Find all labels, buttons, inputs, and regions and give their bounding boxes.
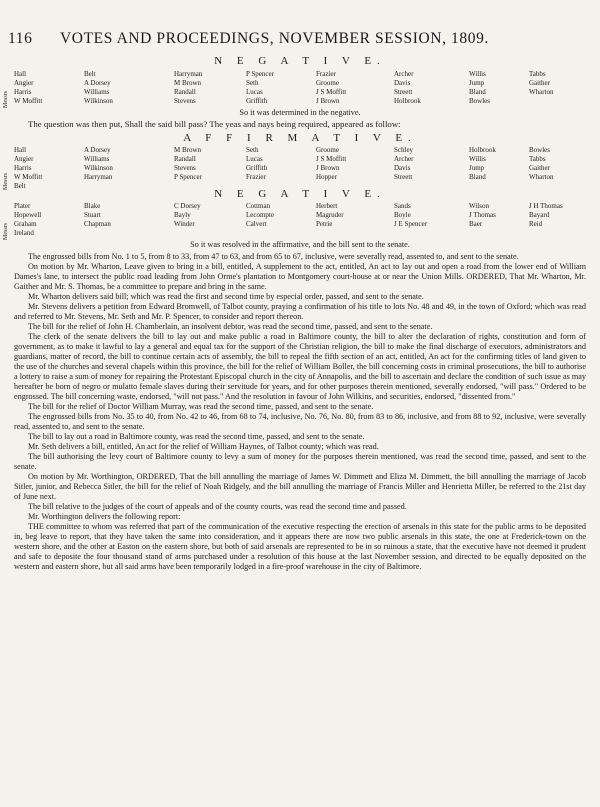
member-name: Tabbs bbox=[529, 155, 546, 163]
paragraph: On motion by Mr. Worthington, ORDERED, That the bill annulling the marriage of James W. Dimmett and Eliza M. Dimmett, the bill annulling the marriage of Jacob Sitler, junior, and Rebecca Sitler, the bill for the relief of Noah Ridgely, and the bill annulling the marriage of Francis Miller and Henrietta Miller, be referred to the 21st day of June next. bbox=[14, 472, 586, 501]
member-name: W Moffitt bbox=[14, 97, 43, 105]
member-name: Hall bbox=[14, 70, 27, 78]
member-name: Herbert bbox=[316, 202, 338, 210]
member-name: M Brown bbox=[174, 79, 202, 87]
member-name: Harryman bbox=[84, 173, 113, 181]
member-name: Cottman bbox=[246, 202, 271, 210]
member-name: Randall bbox=[174, 88, 196, 96]
paragraph: The engrossed bills from No. 1 to 5, from 8 to 33, from 47 to 63, and from 65 to 67, inclusive, were severally read, assented to, and sent to the senate. bbox=[28, 252, 519, 261]
member-name: Chapman bbox=[84, 220, 111, 228]
member-name: Hall bbox=[14, 146, 27, 154]
paragraph: The engrossed bills from No. 35 to 40, from No. 42 to 46, from 68 to 74, inclusive, No. 76, No. 80, from 83 to 86, inclusive, and from 88 to 92, inclusive, were severally read, assented to, and sent to the senate. bbox=[14, 412, 586, 431]
member-name: J Brown bbox=[316, 97, 340, 105]
member-name: Griffith bbox=[246, 164, 268, 172]
paragraph: The bill for the relief of John H. Chamberlain, an insolvent debtor, was read the second time, passed, and sent to the senate. bbox=[28, 322, 433, 331]
paragraph: The bill authorising the levy court of Baltimore county to levy a sum of money for the purposes therein mentioned, was read the second time, passed, and sent to the senate. bbox=[14, 452, 586, 471]
member-name: Archer bbox=[394, 155, 414, 163]
member-name: Gaither bbox=[529, 79, 550, 87]
member-name: Schley bbox=[394, 146, 414, 154]
member-name: Holbrook bbox=[394, 97, 421, 105]
member-name: P Spencer bbox=[246, 70, 274, 78]
member-name: J Brown bbox=[316, 164, 340, 172]
member-name: Holbrook bbox=[469, 146, 496, 154]
paragraph: Mr. Stevens delivers a petition from Edward Bromwell, of Talbot county, praying a confirmation of his title to lots No. 48 and 49, in the town of Oxford; which was read and referred to Mr. Stevens, Mr. Seth and Mr. P. Spencer, to consider and report thereon. bbox=[14, 302, 586, 321]
member-name: Hopper bbox=[316, 173, 337, 181]
paragraph: The clerk of the senate delivers the bill to lay out and make public a road in Baltimore county, the bill to alter the declaration of rights, constitution and form of government, as to make it lawful to lay a general and equal tax for the support of the Christian religion, the bill to make the final discharge of executors, administrators and guardians, matter of record, the bill to continue certain acts of assembly, the bill to repeal the fifth section of an act, entitled, An act for the confirming titles of land given to the use of the churches and several chapels within this province, the bill for the relief of William Boller, the bill concerning costs in criminal prosecutions, the bill to authorise a lottery to raise a sum of money for repairing the Protestant Episcopal church in the city of Annapolis, and the bill to ascertain and declare the condition of such issue as may hereafter be born of negro or mulatto female slaves during their servitude for years, and for other purposes therein mentioned, severally endorsed, "will pass." Ordered to be engrossed. The bill concerning waste, endorsed, "will not pass." And the resolution in favour of John Wilkins, and securities, endorsed, "dissented from." bbox=[14, 332, 586, 401]
member-name: Jump bbox=[469, 164, 485, 172]
member-name: Willis bbox=[469, 70, 486, 78]
member-name: Harryman bbox=[174, 70, 203, 78]
member-name: Bayard bbox=[529, 211, 550, 219]
member-name: P Spencer bbox=[174, 173, 202, 181]
member-name: Bayly bbox=[174, 211, 191, 219]
negative-result: So it was determined in the negative. bbox=[239, 108, 361, 117]
member-name: Harris bbox=[14, 164, 32, 172]
committee-report: THE committee to whom was referred that part of the communication of the executive respecting the erection of arsenals in this state for the public arms to be deposited in, beg leave to report, that they have taken the same into consideration, and it appears there are now two public arsenals in this state, the one at Frederick-town on the western shore, and the other at Easton on the eastern shore, but both of said arsenals are represented to be in so ruinous a state, that the executive have not deemed it prudent and safe to deposite the four thousand stand of arms purchased under a resolution of this house at the last November session, and directed to be equally deposited on the western and eastern shore, but all said arms have been temporarily lodged in a fire-proof warehouse in the city of Baltimore. bbox=[14, 522, 586, 571]
member-name: Jump bbox=[469, 79, 485, 87]
member-name: Stevens bbox=[174, 97, 196, 105]
page-header bbox=[8, 30, 583, 48]
member-name: Boyle bbox=[394, 211, 411, 219]
member-name: J S Moffitt bbox=[316, 88, 347, 96]
negative-heading-2: N E G A T I V E. bbox=[214, 188, 386, 200]
member-name: Graham bbox=[14, 220, 37, 228]
affirmative-result: So it was resolved in the affirmative, and the bill sent to the senate. bbox=[190, 240, 410, 249]
member-name: Harris bbox=[14, 88, 32, 96]
member-name: Bowles bbox=[529, 146, 550, 154]
messrs-label-3: Messrs bbox=[3, 222, 9, 240]
member-name: Stuart bbox=[84, 211, 101, 219]
member-name: J S Moffitt bbox=[316, 155, 347, 163]
messrs-label-1: Messrs bbox=[3, 90, 9, 108]
member-name: Tabbs bbox=[529, 70, 546, 78]
member-name: Bowles bbox=[469, 97, 490, 105]
paragraph: On motion by Mr. Wharton, Leave given to bring in a bill, entitled, A supplement to the act, entitled, An act to lay out and open a road from the lower end of William Dames's lane, to intersect the public road leading from John Orme's plantation to Montgomery court-house at or near the Union Mills. ORDERED, That Mr. Wharton, Mr. Gaither and Mr. S. Thomas, be a committee to prepare and bring in the same. bbox=[14, 262, 586, 291]
member-name: Stevens bbox=[174, 164, 196, 172]
member-name: Lucas bbox=[246, 88, 263, 96]
affirmative-heading: A F F I R M A T I V E. bbox=[183, 132, 417, 144]
question-line: The question was then put, Shall the said bill pass? The yeas and nays being required, appeared as follow: bbox=[28, 119, 401, 129]
member-name: Blake bbox=[84, 202, 101, 210]
member-name: Wharton bbox=[529, 173, 554, 181]
member-name: Gaither bbox=[529, 164, 550, 172]
page-number: 116 bbox=[8, 30, 33, 47]
paragraph: Mr. Seth delivers a bill, entitled, An act for the relief of William Haynes, of Talbot county; which was read. bbox=[28, 442, 379, 451]
member-name: Frazier bbox=[316, 70, 336, 78]
member-name: Lecompte bbox=[246, 211, 274, 219]
member-name: Angier bbox=[14, 155, 34, 163]
paragraph: The bill relative to the judges of the court of appeals and of the county courts, was read the second time and passed. bbox=[28, 502, 407, 511]
member-name: Streett bbox=[394, 173, 413, 181]
member-name: Bland bbox=[469, 173, 486, 181]
member-name: Davis bbox=[394, 164, 411, 172]
paragraph: Mr. Wharton delivers said bill; which was read the first and second time by especial order, passed, and sent to the senate. bbox=[28, 292, 424, 301]
member-name: Baer bbox=[469, 220, 483, 228]
member-name: Wilkinson bbox=[84, 164, 113, 172]
member-name: Frazier bbox=[246, 173, 266, 181]
member-name: Seth bbox=[246, 79, 259, 87]
member-name: Archer bbox=[394, 70, 414, 78]
member-name: Wharton bbox=[529, 88, 554, 96]
member-name: Belt bbox=[84, 70, 96, 78]
member-name: Angier bbox=[14, 79, 34, 87]
paragraph: Mr. Worthington delivers the following report: bbox=[28, 512, 181, 521]
member-name: Bland bbox=[469, 88, 486, 96]
member-name: Willis bbox=[469, 155, 486, 163]
member-name: Hopewell bbox=[14, 211, 42, 219]
member-name: Williams bbox=[84, 155, 110, 163]
member-name: Griffith bbox=[246, 97, 268, 105]
member-name: Calvert bbox=[246, 220, 267, 228]
member-name: Randall bbox=[174, 155, 196, 163]
paragraph: The bill for the relief of Doctor William Murray, was read the second time, passed, and sent to the senate. bbox=[28, 402, 374, 411]
member-name: Reid bbox=[529, 220, 543, 228]
member-name: Plater bbox=[14, 202, 31, 210]
member-name: J H Thomas bbox=[529, 202, 563, 210]
negative-heading-1: N E G A T I V E. bbox=[214, 55, 386, 67]
messrs-label-2: Messrs bbox=[3, 172, 9, 190]
member-name: J E Spencer bbox=[394, 220, 428, 228]
member-name: Petrie bbox=[316, 220, 333, 228]
member-name: A Dorsey bbox=[84, 79, 111, 87]
member-name: M Brown bbox=[174, 146, 202, 154]
member-name: C Dorsey bbox=[174, 202, 201, 210]
member-name: Magruder bbox=[316, 211, 344, 219]
member-name: Ireland bbox=[14, 229, 34, 237]
member-name: Streett bbox=[394, 88, 413, 96]
member-name: Seth bbox=[246, 146, 259, 154]
page-title: VOTES AND PROCEEDINGS, NOVEMBER SESSION, 1809. bbox=[60, 30, 489, 47]
member-name: Belt bbox=[14, 182, 26, 190]
member-name: Lucas bbox=[246, 155, 263, 163]
member-name: Winder bbox=[174, 220, 195, 228]
member-name: A Dorsey bbox=[84, 146, 111, 154]
member-name: Groome bbox=[316, 79, 339, 87]
member-name: Williams bbox=[84, 88, 110, 96]
member-name: Wilson bbox=[469, 202, 489, 210]
member-name: J Thomas bbox=[469, 211, 496, 219]
member-name: Wilkinson bbox=[84, 97, 113, 105]
paragraph: The bill to lay out a road in Baltimore county, was read the second time, passed, and sent to the senate. bbox=[28, 432, 365, 441]
member-name: Groome bbox=[316, 146, 339, 154]
member-name: Sands bbox=[394, 202, 411, 210]
member-name: Davis bbox=[394, 79, 411, 87]
member-name: W Moffitt bbox=[14, 173, 43, 181]
proceedings-text bbox=[14, 252, 586, 572]
